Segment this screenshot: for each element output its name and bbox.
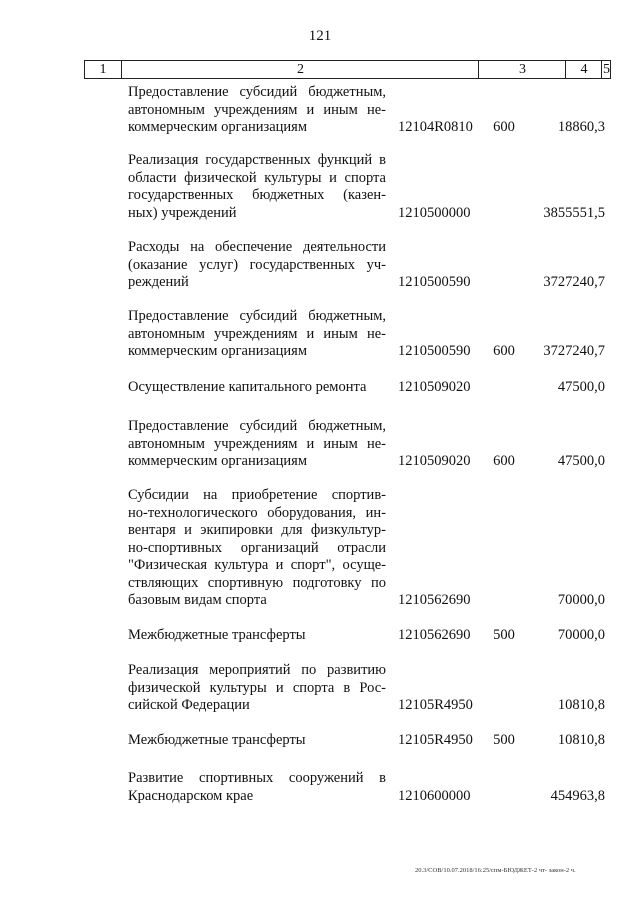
row-code: 1210500000 [398, 204, 471, 221]
description-line: Осуществление капитального ремонта [128, 379, 367, 395]
description-line: сийской Федерации [128, 697, 250, 713]
description-line: ствляющих спортивную подготовку по [128, 574, 386, 591]
row-expense-type: 600 [493, 119, 515, 135]
table-row [0, 627, 640, 645]
row-code: 12105R4950 [398, 697, 473, 713]
row-code: 1210509020 [398, 453, 471, 469]
row-amount: 47500,0 [557, 453, 605, 469]
description-line: области физической культуры и спорта [128, 169, 386, 186]
row-description [128, 152, 386, 222]
table-header [84, 60, 611, 79]
table-row [0, 152, 640, 222]
page-number: 121 [308, 28, 332, 44]
description-line: автономным учреждениям и иным не- [128, 435, 386, 452]
description-line: коммерческим организациям [128, 343, 308, 359]
description-line: коммерческим организациям [128, 453, 308, 469]
description-line: автономным учреждениям и иным не- [128, 101, 386, 118]
row-description [128, 308, 386, 361]
row-code: 1210500590 [398, 274, 471, 290]
description-line: Субсидии на приобретение спортив- [128, 487, 386, 503]
table-row [0, 662, 640, 715]
header-col-2: 2 [121, 61, 479, 78]
row-description [128, 627, 386, 645]
row-expense-type: 600 [493, 343, 515, 359]
table-row [0, 487, 640, 610]
description-line: Межбюджетные трансферты [128, 732, 306, 748]
row-code: 1210500590 [398, 343, 471, 359]
description-line: Краснодарском крае [128, 787, 254, 804]
row-code: 1210509020 [398, 379, 471, 395]
description-line: Реализация мероприятий по развитию [128, 662, 386, 678]
description-line: вентаря и экипировки для физкультур- [128, 522, 386, 538]
row-description [128, 418, 386, 471]
description-line: базовым видам спорта [128, 592, 267, 608]
row-expense-type: 500 [493, 627, 515, 643]
row-amount: 3727240,7 [543, 274, 605, 290]
row-code: 1210600000 [398, 787, 471, 804]
row-amount: 70000,0 [557, 592, 605, 608]
description-line: Развитие спортивных сооружений в [128, 770, 386, 786]
description-line: Расходы на обеспечение деятельности [128, 239, 386, 255]
row-amount: 3855551,5 [543, 204, 605, 221]
row-code: 12104R0810 [398, 119, 473, 135]
row-code: 1210562690 [398, 592, 471, 608]
description-line: но-технологического оборудования, ин- [128, 504, 386, 521]
row-description [128, 239, 386, 292]
row-code: 12105R4950 [398, 732, 473, 748]
table-row [0, 308, 640, 361]
row-amount: 3727240,7 [543, 343, 605, 359]
table-row [0, 770, 640, 805]
description-line: ных) учреждений [128, 204, 237, 221]
row-amount: 70000,0 [557, 627, 605, 643]
row-description [128, 770, 386, 805]
row-code: 1210562690 [398, 627, 471, 643]
table-row [0, 379, 640, 397]
description-line: физической культуры и спорта в Рос- [128, 679, 386, 696]
row-amount: 454963,8 [550, 787, 605, 804]
table-row [0, 239, 640, 292]
table-row [0, 84, 640, 137]
description-line: "Физическая культура и спорт", осуще- [128, 557, 386, 573]
row-description [128, 732, 386, 750]
description-line: Предоставление субсидий бюджетным, [128, 84, 386, 100]
description-line: реждений [128, 274, 189, 290]
description-line: но-спортивных организаций отрасли [128, 539, 386, 556]
row-description [128, 487, 386, 610]
description-line: коммерческим организациям [128, 119, 308, 135]
row-amount: 10810,8 [557, 732, 605, 748]
table-row [0, 732, 640, 750]
header-col-4: 4 [565, 61, 602, 78]
description-line: Реализация государственных функций в [128, 152, 386, 168]
description-line: автономным учреждениям и иным не- [128, 325, 386, 342]
row-amount: 18860,3 [557, 119, 605, 135]
header-col-3: 3 [478, 61, 566, 78]
description-line: Предоставление субсидий бюджетным, [128, 308, 386, 324]
description-line: Межбюджетные трансферты [128, 627, 306, 643]
description-line: государственных бюджетных (казен- [128, 187, 386, 203]
description-line: Предоставление субсидий бюджетным, [128, 418, 386, 434]
row-description [128, 379, 386, 397]
row-expense-type: 500 [493, 732, 515, 748]
row-description [128, 662, 386, 715]
table-row [0, 418, 640, 471]
row-amount: 47500,0 [557, 379, 605, 395]
row-expense-type: 600 [493, 453, 515, 469]
header-col-1: 1 [99, 62, 107, 77]
description-line: (оказание услуг) государственных уч- [128, 256, 386, 273]
document-footer: 20.3/СОВ/10.07.2018/16:25/спм-БЮДЖЕТ-2 чт- закон-2 ч. [415, 867, 576, 874]
row-amount: 10810,8 [557, 697, 605, 713]
header-col-5: 5 [603, 62, 610, 77]
row-description [128, 84, 386, 137]
